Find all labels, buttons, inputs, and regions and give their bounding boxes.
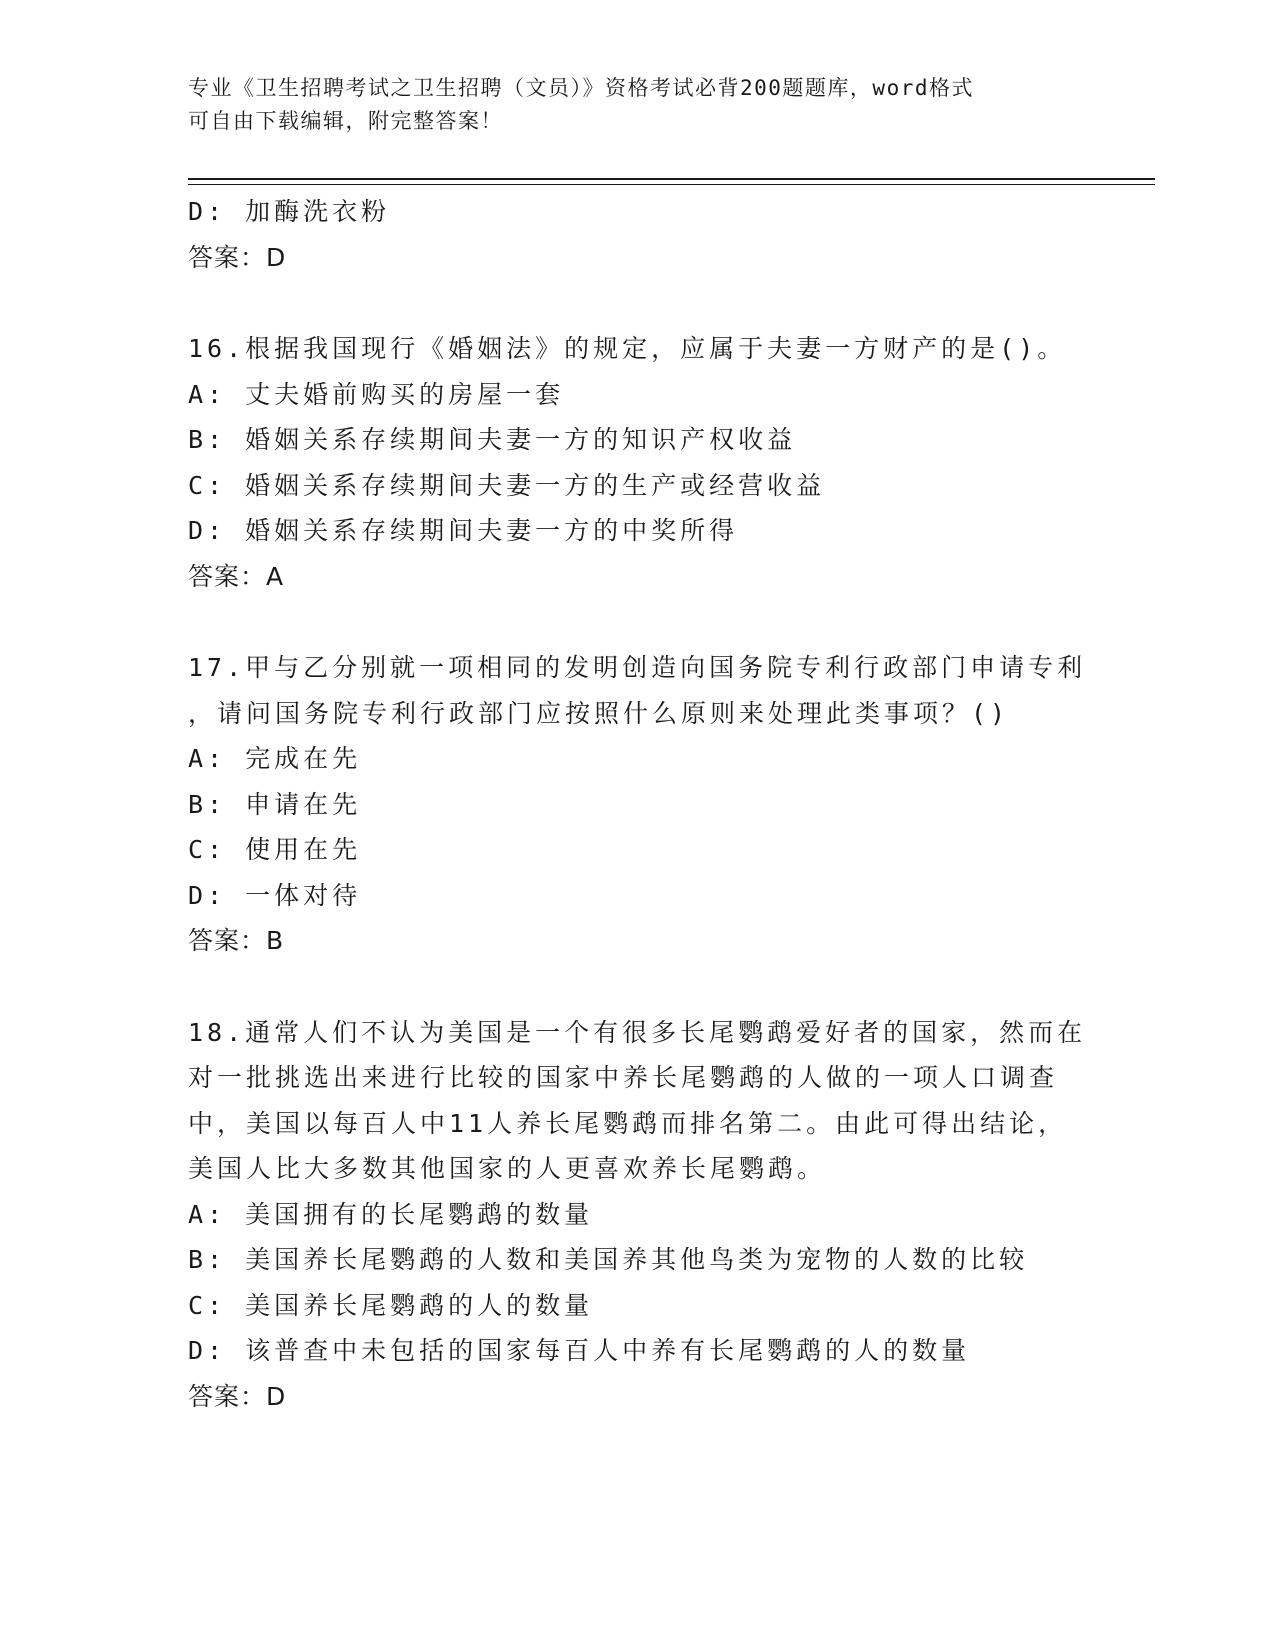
question-stem-line-2: ，请问国务院专利行政部门应按照什么原则来处理此类事项？() [188,698,1010,728]
question-stem-line-2: 对一批挑选出来进行比较的国家中养长尾鹦鹉的人做的一项人口调查 [188,1063,1059,1092]
header-rule-thin [188,184,1155,185]
question-stem-line-1: 18.通常人们不认为美国是一个有很多长尾鹦鹉爱好者的国家，然而在 [188,1017,1087,1047]
option-c: C: 婚姻关系存续期间夫妻一方的生产或经营收益 [188,470,826,500]
header-line-1: 专业《卫生招聘考试之卫生招聘（文员）》资格考试必背200题题库，word格式 [188,76,974,100]
answer-line: 答案：A [188,561,285,591]
question-stem-line-1: 17.甲与乙分别就一项相同的发明创造向国务院专利行政部门申请专利 [188,653,1087,682]
header-line-2: 可自由下载编辑，附完整答案！ [188,109,503,133]
question-17 [188,645,1088,964]
spacer [188,599,1088,645]
option-d: D: 婚姻关系存续期间夫妻一方的中奖所得 [188,516,739,545]
option-a: A: 完成在先 [188,744,362,773]
question-18 [188,1010,1088,1420]
option-d: D: 加酶洗衣粉 [188,197,391,226]
option-b: B: 美国养长尾鹦鹉的人数和美国养其他鸟类为宠物的人数的比较 [188,1245,1029,1274]
question-16 [188,326,1088,599]
option-b: B: 婚姻关系存续期间夫妻一方的知识产权收益 [188,425,797,454]
question-stem-line-3: 中，美国以每百人中11人养长尾鹦鹉而排名第二。由此可得出结论， [188,1108,1068,1138]
question-stem-line-4: 美国人比大多数其他国家的人更喜欢养长尾鹦鹉。 [188,1154,827,1183]
option-c: C: 美国养长尾鹦鹉的人的数量 [188,1290,594,1320]
document-header [188,72,1068,138]
answer-line: 答案：B [188,926,285,955]
previous-question-tail [188,189,1088,280]
header-rule-thick [188,178,1155,180]
spacer [188,280,1088,326]
option-d: D: 该普查中未包括的国家每百人中养有长尾鹦鹉的人的数量 [188,1336,971,1365]
option-a: A: 丈夫婚前购买的房屋一套 [188,379,565,409]
question-stem: 16.根据我国现行《婚姻法》的规定，应属于夫妻一方财产的是()。 [188,334,1067,363]
option-a: A: 美国拥有的长尾鹦鹉的数量 [188,1199,594,1229]
answer-line: 答案：D [188,1381,287,1411]
spacer [188,964,1088,1010]
option-d: D: 一体对待 [188,880,362,910]
option-b: B: 申请在先 [188,789,362,819]
option-c: C: 使用在先 [188,835,362,864]
answer-line: 答案：D [188,242,287,272]
question-content [188,189,1088,1419]
